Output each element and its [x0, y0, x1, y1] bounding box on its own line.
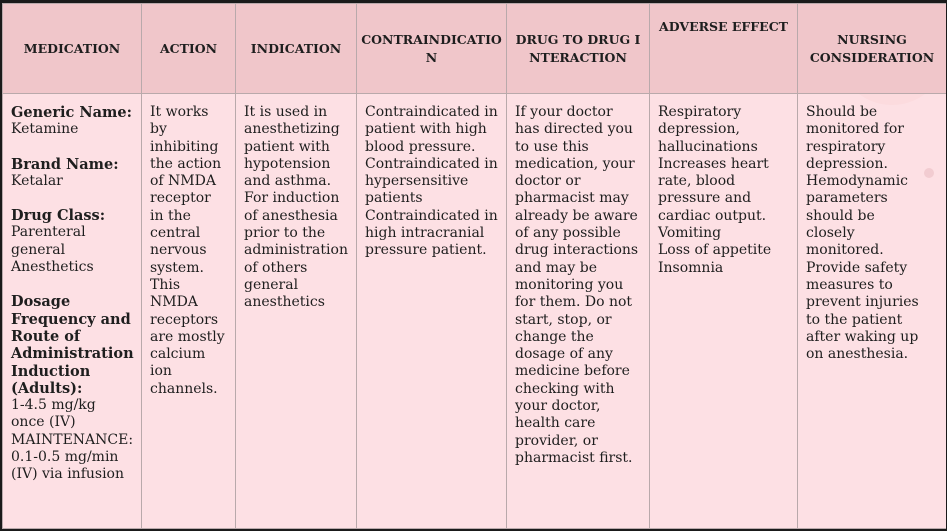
header-adverse-effect: ADVERSE EFFECT [650, 4, 798, 94]
dosage-label: Dosage Frequency and Route of Administration Induction (Adults): [11, 293, 134, 397]
header-action: ACTION [142, 4, 236, 94]
dosage [11, 293, 133, 483]
contraindication-item: Contraindicated in patient with high blood pressure. [365, 104, 498, 155]
adverse-item: Increases heart rate, blood pressure and cardiac output. [658, 155, 769, 224]
header-indication: INDICATION [236, 4, 357, 94]
dosage-induction: 1-4.5 mg/kg once (IV) [11, 397, 96, 431]
generic-name-label: Generic Name: [11, 104, 132, 121]
header-contraindication: CONTRAINDICATION [357, 4, 507, 94]
generic-name-value: Ketamine [11, 121, 79, 138]
adverse-item: Insomnia [658, 259, 724, 276]
adverse-item: Vomiting [658, 225, 722, 242]
drug-study-table [2, 3, 946, 529]
header-medication: MEDICATION [3, 4, 142, 94]
generic-name [11, 104, 133, 139]
drug-class-label: Drug Class: [11, 207, 106, 225]
adverse-effect-cell [650, 94, 798, 529]
header-nursing-consideration: NURSING CONSIDERATION [798, 4, 947, 94]
drug-class [11, 207, 133, 276]
medication-cell [3, 94, 142, 529]
dosage-maintenance: MAINTENANCE: 0.1-0.5 mg/min (IV) via infusion [11, 431, 134, 483]
contraindication-cell [357, 94, 507, 529]
adverse-item: Respiratory depression, hallucinations [658, 104, 758, 155]
brand-name-label: Brand Name: [11, 155, 119, 173]
drug-interaction-cell: If your doctor has directed you to use this medication, your doctor or pharmacist may already be aware of any possible drug interactions and may be monitoring you for them. Do not start, stop, or change the dosage of any medicine before checking with your doctor, health care provider, or pharmacist first. [507, 94, 650, 529]
indication-cell [236, 94, 357, 529]
contraindication-item: Contraindicated in high intracranial pressure patient. [365, 207, 498, 259]
action-cell: It works by inhibiting the action of NMDA receptor in the central nervous system. This NMDA receptors are mostly calcium ion channels. [142, 94, 236, 529]
table-row [3, 94, 947, 529]
brand-name-value: Ketalar [11, 172, 63, 189]
nursing-consideration-cell: Should be monitored for respiratory depression. Hemodynamic parameters should be closely monitored. Provide safety measures to prevent injuries to the patient after waking up on anesthesia. [798, 94, 947, 529]
indication-text: It is used in anesthetizing patient with hypotension and asthma. [244, 104, 340, 190]
brand-name [11, 156, 133, 191]
header-row [3, 4, 947, 94]
indication-text: For induction of anesthesia prior to the administration of others general anesthetics [244, 190, 348, 311]
drug-class-value: Parenteral general Anesthetics [11, 224, 94, 276]
adverse-item: Loss of appetite [658, 242, 772, 259]
header-drug-interaction: DRUG TO DRUG INTERACTION [507, 4, 650, 94]
contraindication-item: Contraindicated in hypersensitive patients [365, 155, 498, 207]
document-page [2, 3, 946, 529]
